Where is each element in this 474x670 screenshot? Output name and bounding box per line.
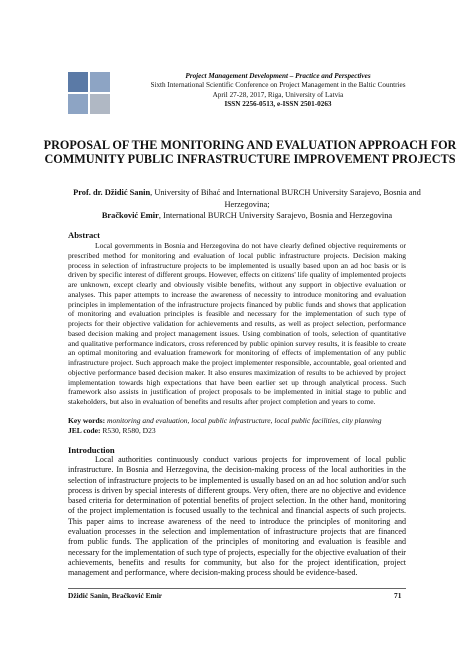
introduction-heading: Introduction <box>68 445 115 455</box>
logo-square-bottom-right <box>90 94 110 114</box>
logo-square-top-left <box>68 72 88 92</box>
author-2-affiliation: , International BURCH University Sarajevo, Bosnia and Herzegovina <box>158 211 393 220</box>
abstract-heading: Abstract <box>68 230 100 240</box>
author-1-affiliation: , University of Bihać and International BURCH University Sarajevo, Bosnia and Herzegovina; <box>150 188 421 209</box>
conference-date-place: April 27-28, 2017, Riga, University of Latvia <box>212 90 344 99</box>
keywords-text: monitoring and evaluation, local public infrastructure, local public facilities, city planning <box>107 416 382 425</box>
footer-rule <box>68 588 406 589</box>
jel-label: JEL code: <box>68 425 101 435</box>
logo-square-bottom-left <box>68 94 88 114</box>
author-1 <box>60 187 434 210</box>
author-1-name: Prof. dr. Džidić Sanin <box>73 188 151 197</box>
abstract-text: Local governments in Bosnia and Herzegovina do not have clearly defined objective requirements or prescribed method for monitoring and evaluation of local public infrastructure projects. Decision making process in selection of infrastructure projects to be implemented is usually based upon an ad hoc basis or is driven by specific interest of different groups. However, effects on citizens' life quality of implemented projects are unknown, except clearly and obviously visible benefits, without any support in objective evaluation or analyses. This paper attempts to increase the awareness of necessity to introduce monitoring and evaluation principles in implementation of the infrastructure projects financed by public funds and shows that application of monitoring and evaluation principles is feasible and necessary for the implementation of such type of projects for their objective validation for achievements and results, as well as project selection, performance based decision making and project management issues. Using combination of tools, selection of quantitative and qualitative performance indicators, cross referenced by public opinion survey results, it is feasible to create an optimal monitoring and evaluation framework for monitoring of effects of implementation of any public infrastructure project. Such approach make the project implementer responsible, accountable, goal oriented and objective performance based decision maker. It also ensures maximization of results to be achieved by project implementation towards high expectations that have been earlier set up through analytical process. Such framework also assists in justification of project proposals to be implemented in initial stage to public and stakeholders, but also in evaluation of benefits and results after project completion and years to come. <box>68 241 406 406</box>
author-2 <box>60 210 434 222</box>
paper-title: PROPOSAL OF THE MONITORING AND EVALUATION APPROACH FOR COMMUNITY PUBLIC INFRASTRUCTURE IMPROVEMENT PROJECTS <box>43 138 457 166</box>
logo-square-top-right <box>90 72 110 92</box>
author-block <box>60 187 434 222</box>
keywords-label: Key words: <box>68 416 106 425</box>
conference-issn: ISSN 2256-0513, e-ISSN 2501-0263 <box>224 100 332 109</box>
conference-subtitle: Sixth International Scientific Conference on Project Management in the Baltic Countries <box>150 81 406 90</box>
page-number: 71 <box>394 591 402 600</box>
keywords-block <box>68 416 406 435</box>
author-2-name: Bračković Emir <box>101 211 159 220</box>
conference-title: Project Management Development – Practice and Perspectives <box>185 72 371 80</box>
footer-authors: Džidić Sanin, Bračković Emir <box>68 591 163 600</box>
conference-header <box>118 72 438 110</box>
keywords-line <box>68 416 406 426</box>
introduction-text: Local authorities continuously conduct various projects for improvement of local public infrastructure. In Bosnia and Herzegovina, the decision-making process of the local authorities in the selection of infrastructure projects to be implemented is usually based on an ad hoc solution and/or such process is driven by special interests of different groups. Very often, there are no objective and evidence based criteria for determination of potential benefits of project selection. In the other hand, monitoring of the project implementation is focused usually to the technical and financial aspects of such projects. This paper aims to increase awareness of the need to introduce the principles of monitoring and evaluation processes in the selection and implementation of infrastructure projects that are financed from public funds. The application of the principles of monitoring and evaluation is feasible and necessary for the implementation of such type of projects, especially for the objective evaluation of their achievements, benefits and results for community, but also for the project identification, project management and performance, where decision-making process should be evidence-based. <box>68 455 406 578</box>
conference-logo <box>68 72 110 114</box>
jel-codes: R530, R580, D23 <box>102 425 156 435</box>
jel-line <box>68 426 406 436</box>
